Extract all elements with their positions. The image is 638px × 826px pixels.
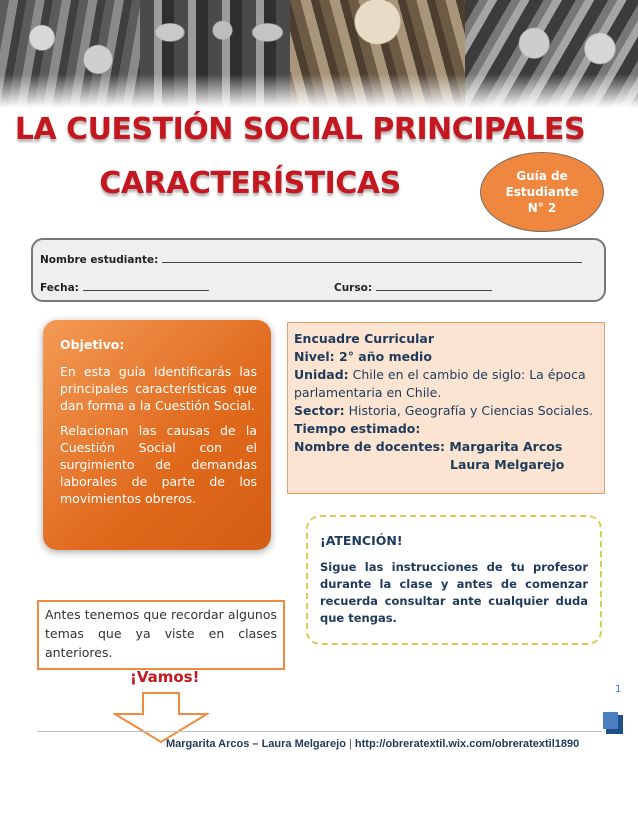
curricular-heading: Encuadre Curricular	[294, 331, 435, 346]
footer-authors: Margarita Arcos – Laura Melgarejo	[166, 738, 346, 750]
objective-paragraph-1: En esta guía Identificarás las principales características que dan forma a la Cuestión Social.	[60, 364, 257, 413]
student-name-field[interactable]	[162, 253, 582, 263]
attention-title: ¡ATENCIÓN!	[320, 533, 403, 548]
attention-text: Sigue las instrucciones de tu profesor durante la clase y antes de comenzar recuerda consultar ante cualquier duda que tengas.	[320, 560, 588, 625]
course-field[interactable]	[376, 281, 492, 291]
footer-separator: |	[349, 738, 352, 750]
student-info-box	[31, 238, 606, 302]
sector-value: Historia, Geografía y Ciencias Sociales.	[348, 403, 593, 418]
date-label: Fecha:	[40, 282, 79, 294]
historic-photo-family	[140, 0, 290, 108]
page-title-line-2: CARACTERÍSTICAS	[99, 166, 401, 201]
sector-label: Sector:	[294, 403, 345, 418]
objective-paragraph-2: Relacionan las causas de la Cuestión Social con el surgimiento de demandas laborales de parte de los movimientos obreros.	[60, 423, 257, 506]
attention-box	[306, 515, 602, 645]
course-row	[334, 281, 492, 294]
badge-line-2: Estudiante	[505, 185, 579, 199]
curricular-teacher-2: Laura Melgarejo	[450, 457, 565, 472]
footer	[0, 738, 600, 750]
guide-number-badge	[480, 152, 604, 232]
badge-line-3: N° 2	[527, 201, 557, 215]
curricular-level: Nivel: 2° año medio	[294, 349, 432, 364]
vamos-callout: ¡Vamos!	[130, 668, 200, 686]
curricular-framework-box	[287, 322, 605, 494]
objective-card	[43, 320, 271, 550]
curricular-sector	[294, 402, 604, 420]
reminder-box	[37, 600, 285, 670]
student-name-row	[40, 253, 582, 266]
page-corner-icon	[603, 712, 625, 736]
reminder-text: Antes tenemos que recordar algunos temas que ya viste en clases anteriores.	[45, 607, 277, 660]
page-title-line-1: LA CUESTIÓN SOCIAL PRINCIPALES	[14, 112, 586, 147]
footer-url[interactable]: http://obreratextil.wix.com/obreratextil1890	[354, 738, 580, 750]
objective-title: Objetivo:	[60, 337, 125, 352]
unit-label: Unidad:	[294, 367, 349, 382]
page-number: 1	[615, 684, 622, 695]
historic-photo-tenement	[290, 0, 465, 108]
date-field[interactable]	[83, 281, 209, 291]
down-arrow-icon	[113, 692, 209, 744]
footer-divider	[37, 731, 602, 732]
curricular-teachers: Nombre de docentes: Margarita Arcos	[294, 439, 563, 454]
curricular-unit	[294, 366, 604, 402]
header-photo-strip	[0, 0, 638, 108]
student-name-label: Nombre estudiante:	[40, 254, 159, 266]
unit-value: Chile en el cambio de siglo: La época parlamentaria en Chile.	[294, 367, 586, 400]
historic-photo-seamstresses	[465, 0, 638, 108]
historic-photo-workshop	[0, 0, 140, 108]
date-row	[40, 281, 209, 294]
course-label: Curso:	[334, 282, 373, 294]
curricular-time: Tiempo estimado:	[294, 421, 421, 436]
badge-line-1: Guía de	[516, 169, 568, 183]
